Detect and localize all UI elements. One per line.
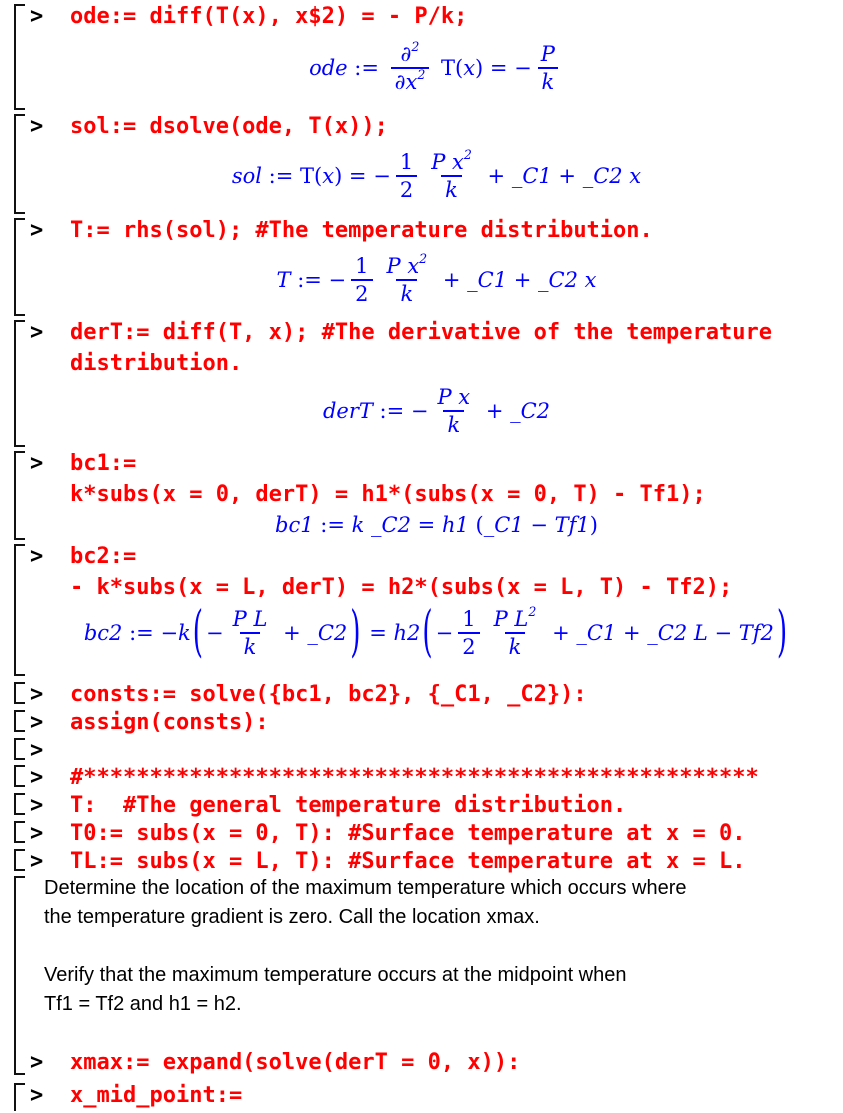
code-input-derT-line2[interactable]: distribution. <box>70 351 243 376</box>
execution-bracket <box>14 114 25 214</box>
code-input-sol[interactable]: sol:= dsolve(ode, T(x)); <box>70 114 388 139</box>
execution-bracket <box>14 320 25 447</box>
maple-prompt: > <box>30 821 44 846</box>
maple-prompt: > <box>30 765 44 790</box>
execution-bracket <box>14 821 25 843</box>
execution-group-T0 <box>0 819 843 845</box>
code-input-x-mid-point[interactable]: x_mid_point:= <box>70 1083 243 1108</box>
execution-bracket <box>14 682 25 704</box>
code-input-comment-stars[interactable]: #*************************************************** <box>70 765 759 790</box>
code-input-bc1-line1[interactable]: bc1:= <box>70 451 137 476</box>
execution-group-bc2 <box>0 542 843 678</box>
maple-prompt: > <box>30 738 44 763</box>
code-input-derT-line1[interactable]: derT:= diff(T, x); #The derivative of the temperature <box>70 320 772 345</box>
code-input-bc2-line2[interactable]: - k*subs(x = L, derT) = h2*(subs(x = L, T) - Tf2); <box>70 575 733 600</box>
math-output-ode: ode := ∂ 2 ∂x 2 T( x ) = − $\frac{P}{k}$ <box>30 41 843 95</box>
blank-line <box>30 1019 843 1048</box>
code-input-T[interactable]: T:= rhs(sol); #The temperature distribution. <box>70 218 653 243</box>
code-input-assign[interactable]: assign(consts): <box>70 710 269 735</box>
execution-group-assign <box>0 708 843 734</box>
code-input-ode[interactable]: ode:= diff(T(x), x$2) = - P/k; <box>70 4 468 29</box>
execution-bracket <box>14 710 25 732</box>
execution-bracket <box>14 793 25 815</box>
section-bracket <box>14 876 25 1075</box>
execution-group-T <box>0 216 843 318</box>
math-output-bc2: bc2 := − k ( − $\frac{\text{P L}}{k}$ + _C2 ) = h2 ( − $\frac{1}{2}$ P L 2 k + _C1 + _C2 L − Tf2 ) <box>83 601 788 665</box>
code-input-T0[interactable]: T0:= subs(x = 0, T): #Surface temperature at x = 0. <box>70 821 746 846</box>
execution-group-sol <box>0 112 843 216</box>
execution-bracket <box>14 765 25 787</box>
maple-prompt: > <box>30 114 44 139</box>
execution-bracket <box>14 218 25 316</box>
execution-group-derT <box>0 318 843 449</box>
execution-group-empty <box>0 736 843 762</box>
maple-prompt: > <box>30 544 44 569</box>
execution-bracket <box>14 738 25 760</box>
execution-group-bc1 <box>0 449 843 542</box>
execution-group-TL <box>0 847 843 873</box>
execution-group-T-display <box>0 791 843 817</box>
maple-prompt: > <box>30 849 44 874</box>
execution-bracket <box>14 1083 25 1111</box>
execution-group-x-mid-point <box>0 1081 843 1113</box>
math-output-T: T := − $\frac{1}{2}$ P x 2 k + _C1 + _C2 x <box>276 250 597 307</box>
code-input-T-display[interactable]: T: #The general temperature distribution. <box>70 793 627 818</box>
math-output-sol: sol := T( x ) = − $\frac{1}{2}$ P x 2 k + _C1 + _C2 x <box>231 146 642 203</box>
code-input-bc2-line1[interactable]: bc2:= <box>70 544 137 569</box>
execution-group-consts <box>0 680 843 706</box>
maple-prompt: > <box>30 682 44 707</box>
text-line[interactable]: Tf1 = Tf2 and h1 = h2. <box>44 993 242 1015</box>
execution-group-ode <box>0 2 843 112</box>
code-input-consts[interactable]: consts:= solve({bc1, bc2}, {_C1, _C2}): <box>70 682 587 707</box>
maple-prompt: > <box>30 710 44 735</box>
math-output-derT: derT := − $\frac{\text{P x}}{k}$ + _C2 <box>322 385 551 438</box>
text-line[interactable]: the temperature gradient is zero. Call the location xmax. <box>44 906 540 928</box>
execution-bracket <box>14 4 25 110</box>
math-output-bc1: bc1 := k _C2 = h1 ( _C1 − Tf1 ) <box>275 513 598 537</box>
maple-prompt: > <box>30 1083 44 1108</box>
code-input-xmax[interactable]: xmax:= expand(solve(derT = 0, x)): <box>70 1050 521 1075</box>
text-line[interactable]: Verify that the maximum temperature occurs at the midpoint when <box>44 964 627 986</box>
maple-prompt: > <box>30 4 44 29</box>
code-input-bc1-line2[interactable]: k*subs(x = 0, derT) = h1*(subs(x = 0, T) - Tf1); <box>70 482 706 507</box>
execution-group-comment-stars <box>0 763 843 789</box>
text-line[interactable]: Determine the location of the maximum temperature which occurs where <box>44 877 687 899</box>
maple-prompt: > <box>30 451 44 476</box>
maple-prompt: > <box>30 218 44 243</box>
maple-prompt: > <box>30 793 44 818</box>
execution-bracket <box>14 451 25 540</box>
text-section <box>0 874 843 1077</box>
blank-line <box>30 932 843 961</box>
execution-bracket <box>14 544 25 676</box>
execution-bracket <box>14 849 25 871</box>
code-input-TL[interactable]: TL:= subs(x = L, T): #Surface temperature at x = L. <box>70 849 746 874</box>
maple-prompt: > <box>30 1050 44 1075</box>
maple-prompt: > <box>30 320 44 345</box>
